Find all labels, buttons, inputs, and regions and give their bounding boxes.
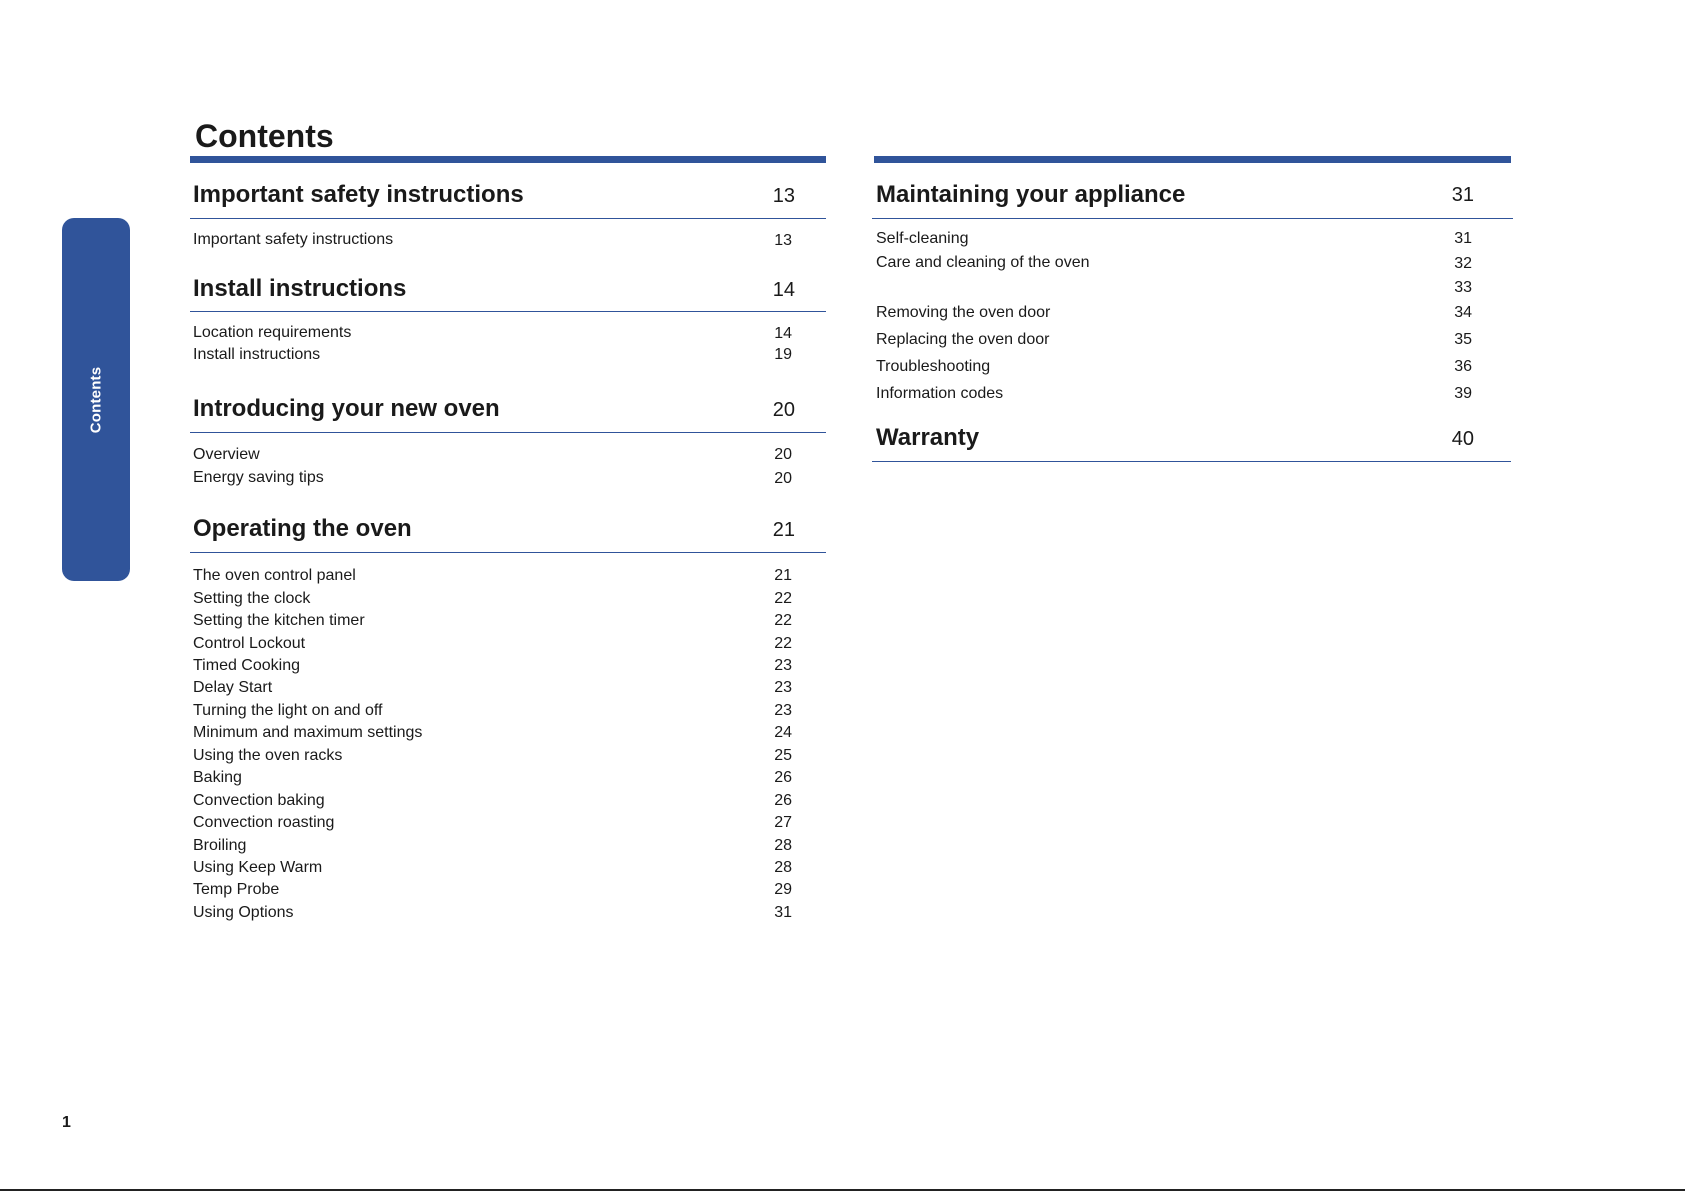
toc-entry-page: 23	[774, 702, 792, 719]
toc-entry-page: 22	[774, 590, 792, 607]
toc-entry-page: 25	[774, 747, 792, 764]
side-tab-contents[interactable]	[62, 218, 130, 581]
page-title: Contents	[195, 118, 334, 154]
section-rule	[872, 461, 1511, 462]
section-rule	[190, 311, 826, 312]
section-rule	[872, 218, 1513, 219]
toc-entry-label[interactable]: Energy saving tips	[193, 469, 324, 486]
toc-entry-page: 31	[1454, 230, 1472, 247]
section-page-number: 20	[772, 399, 795, 421]
toc-entry-label[interactable]: Broiling	[193, 837, 247, 854]
toc-entry-page: 23	[774, 657, 792, 674]
toc-entry-label[interactable]: Control Lockout	[193, 635, 306, 652]
toc-entry-label[interactable]: Convection baking	[193, 792, 325, 809]
toc-entry-label[interactable]: Important safety instructions	[193, 231, 394, 248]
toc-entry-page: 28	[774, 859, 792, 876]
toc-entry-label[interactable]: Self-cleaning	[876, 230, 969, 247]
toc-entry-label[interactable]: Baking	[193, 769, 242, 786]
toc-entry-label[interactable]: Delay Start	[193, 679, 273, 696]
section-page-number: 40	[1451, 428, 1474, 450]
toc-entry-label[interactable]: Location requirements	[193, 324, 352, 341]
toc-entry-label[interactable]: Timed Cooking	[193, 657, 301, 674]
toc-entry-page: 20	[774, 446, 792, 463]
toc-entry-page: 23	[774, 679, 792, 696]
toc-entry-label[interactable]: The oven control panel	[193, 567, 356, 584]
toc-entry-page: 31	[774, 904, 792, 921]
toc-entry-label[interactable]: Using the oven racks	[193, 747, 343, 764]
toc-entry-label[interactable]: Turning the light on and off	[193, 702, 383, 719]
section-heading[interactable]: Important safety instructions	[193, 181, 524, 208]
section-page-number: 14	[772, 279, 795, 301]
toc-entry-label[interactable]: Care and cleaning of the oven	[876, 254, 1090, 271]
section-rule	[190, 218, 826, 219]
toc-entry-page: 29	[774, 881, 792, 898]
section-rule	[190, 552, 826, 553]
toc-entry-page: 27	[774, 814, 792, 831]
toc-entry-page: 39	[1454, 385, 1472, 402]
toc-entry-label[interactable]: Removing the oven door	[876, 304, 1051, 321]
toc-entry-page: 26	[774, 792, 792, 809]
toc-entry-page: 20	[774, 470, 792, 487]
toc-entry-page: 28	[774, 837, 792, 854]
toc-entry-page: 33	[1454, 279, 1472, 296]
toc-entry-page: 19	[774, 346, 792, 363]
toc-entry-page: 35	[1454, 331, 1472, 348]
right-column-top-rule	[874, 156, 1511, 163]
section-heading[interactable]: Maintaining your appliance	[876, 181, 1186, 208]
toc-entry-label[interactable]: Overview	[193, 446, 260, 463]
toc-entry-label[interactable]: Information codes	[876, 385, 1004, 402]
toc-entry-label[interactable]: Using Options	[193, 904, 294, 921]
toc-entry-label[interactable]: Troubleshooting	[876, 358, 991, 375]
toc-entry-page: 26	[774, 769, 792, 786]
section-page-number: 31	[1451, 184, 1474, 206]
toc-entry-label[interactable]: Setting the kitchen timer	[193, 612, 365, 629]
toc-entry-page: 24	[774, 724, 792, 741]
toc-entry-label[interactable]: Install instructions	[193, 346, 321, 363]
section-heading[interactable]: Operating the oven	[193, 515, 412, 542]
toc-entry-label[interactable]: Temp Probe	[193, 881, 280, 898]
toc-entry-page: 36	[1454, 358, 1472, 375]
toc-entry-page: 22	[774, 635, 792, 652]
section-rule	[190, 432, 826, 433]
toc-entry-label[interactable]: Convection roasting	[193, 814, 335, 831]
side-tab-label: Contents	[87, 366, 105, 433]
left-column-top-rule	[190, 156, 826, 163]
section-page-number: 13	[772, 185, 795, 207]
section-heading[interactable]: Warranty	[876, 424, 980, 451]
toc-entry-page: 13	[774, 232, 792, 249]
toc-entry-label[interactable]: Using Keep Warm	[193, 859, 323, 876]
toc-entry-page: 22	[774, 612, 792, 629]
page-bottom-edge	[0, 1189, 1685, 1191]
section-page-number: 21	[772, 519, 795, 541]
toc-entry-page: 21	[774, 567, 792, 584]
toc-entry-page: 34	[1454, 304, 1472, 321]
toc-entry-page: 32	[1454, 255, 1472, 272]
toc-entry-label[interactable]: Replacing the oven door	[876, 331, 1050, 348]
section-heading[interactable]: Install instructions	[193, 275, 407, 302]
toc-entry-page: 14	[774, 325, 792, 342]
toc-entry-label[interactable]: Setting the clock	[193, 590, 311, 607]
toc-entry-label[interactable]: Minimum and maximum settings	[193, 724, 423, 741]
section-heading[interactable]: Introducing your new oven	[193, 395, 500, 422]
page-number: 1	[62, 1114, 71, 1131]
